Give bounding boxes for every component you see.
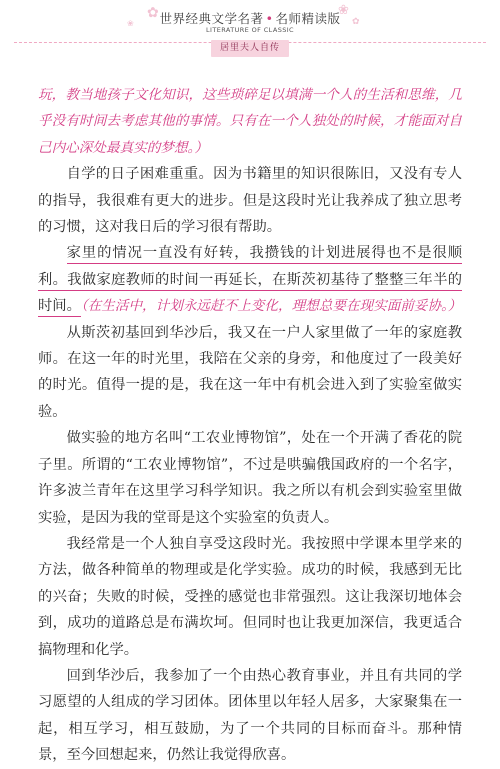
underlined-passage: 家里的情况一直没有好转，我攒钱的计划进展得也不是很顺利。我做家庭教师的时间一再延长，在斯茨初基待了整整三年半的时间。: [38, 245, 462, 317]
body-paragraph: 从斯茨初基回到华沙后，我又在一户人家里做了一年的家庭教师。在这一年的时光里，我陪在父亲的身旁，和他度过了一段美好的时光。值得一提的是，我在这一年中有机会进入到了实验室做实验。: [38, 324, 462, 420]
flower-icon: ❀: [127, 19, 134, 28]
flower-icon: ✿: [352, 17, 360, 27]
body-paragraph: 自学的日子困难重重。因为书籍里的知识很陈旧，又没有专人的指导，我很难有更大的进步。但是这段时光让我养成了独立思考的习惯，这对我日后的学习很有帮助。: [38, 166, 462, 236]
page-body: [38, 82, 462, 769]
page-header: [0, 0, 500, 70]
commentary-text: （在生活中，计划永远赶不上变化，理想总要在现实面前妥协。）: [80, 298, 462, 315]
body-paragraph: 做实验的地方名叫“工农业博物馆”，处在一个开满了香花的院子里。所谓的“工农业博物馆”，不过是哄骗俄国政府的一个名字，许多波兰青年在这里学习科学知识。我之所以有机会到实验室里做实验，是因为我的堂哥是这个实验室的负责人。: [38, 430, 462, 526]
series-name: 世界经典文学名著: [159, 11, 264, 26]
title-separator: •: [265, 11, 274, 26]
edition-name: 名师精读版: [275, 11, 341, 26]
section-tab: 居里夫人自传: [211, 40, 289, 57]
body-paragraph: 我经常是一个人独自享受这段时光。我按照中学课本里学来的方法，做各种简单的物理或是化学实验。成功的时候，我感到无比的兴奋；失败的时候，受挫的感觉也非常强烈。这让我深切地体会到，成功的道路总是布满坎坷。但同时也让我更加深信，我更适合搞物理和化学。: [38, 535, 462, 658]
book-series-title: [0, 9, 500, 27]
flower-icon: ❀: [338, 3, 349, 18]
series-subtitle: LITERATURE OF CLASSIC: [205, 26, 294, 34]
body-paragraph: 回到华沙后，我参加了一个由热心教育事业，并且有共同的学习愿望的人组成的学习团体。团体里以年轻人居多，大家聚集在一起，相互学习，相互鼓励，为了一个共同的目标而奋斗。那种情景，至今回想起来，仍然让我觉得欣喜。: [38, 667, 462, 764]
body-paragraph-underlined: [38, 240, 462, 319]
flower-icon: ✿: [147, 5, 159, 21]
commentary-text: 玩，教当地孩子文化知识，这些琐碎足以填满一个人的生活和思维，几乎没有时间去考虑其他的事情。只有在一个人独处的时候，才能面对自己内心深处最真实的梦想。）: [38, 87, 462, 156]
